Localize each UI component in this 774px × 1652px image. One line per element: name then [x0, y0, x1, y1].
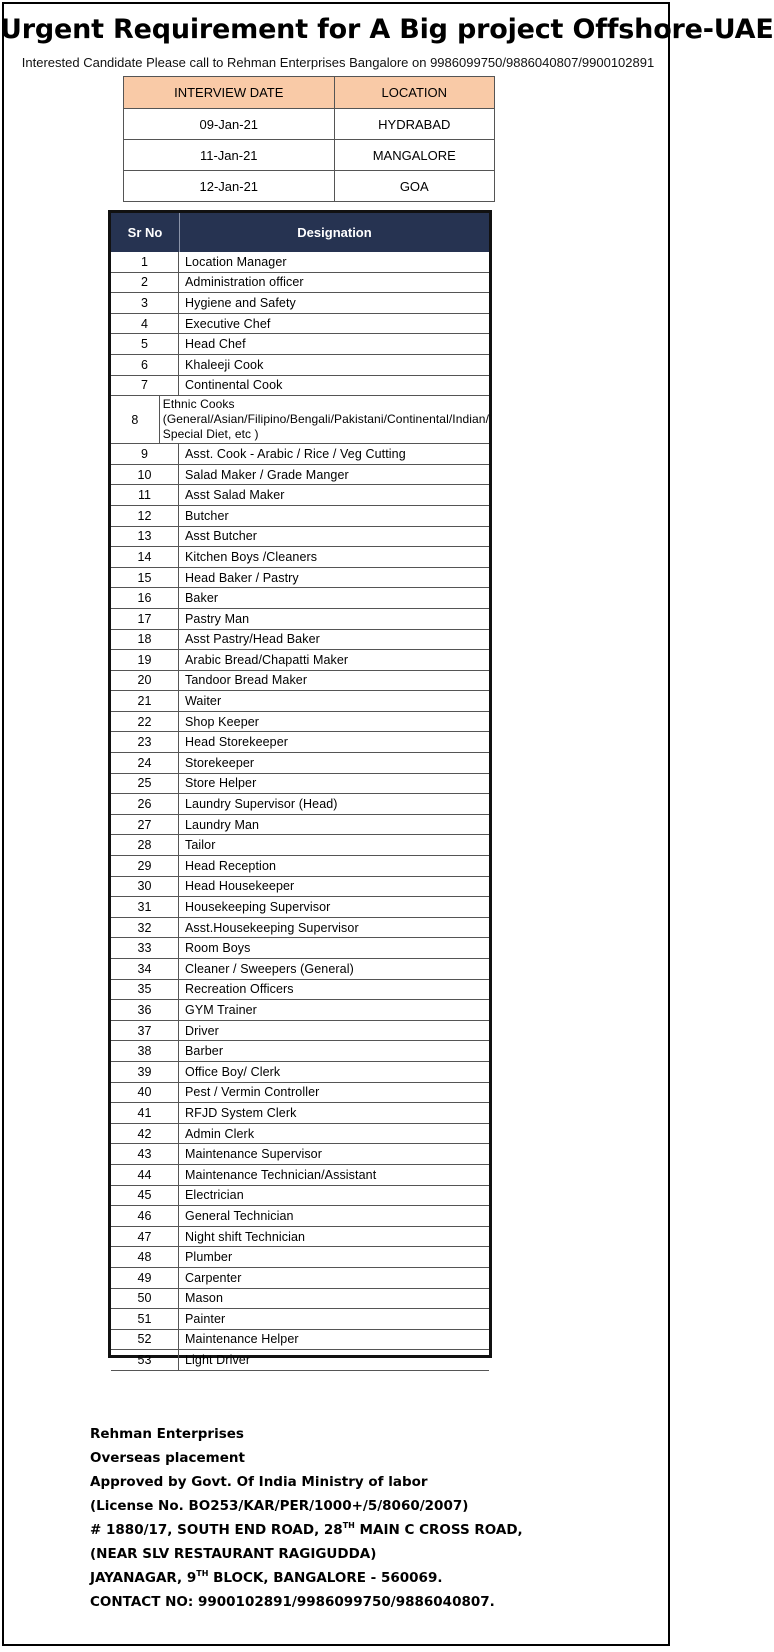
sr-no-cell: 13 — [111, 527, 179, 547]
table-row — [111, 835, 489, 856]
interview-date: 12-Jan-21 — [124, 171, 335, 202]
sr-no-cell: 49 — [111, 1268, 179, 1288]
sr-no-cell: 48 — [111, 1247, 179, 1267]
address-line-2: (NEAR SLV RESTAURANT RAGIGUDDA) — [90, 1546, 377, 1562]
designation-cell: Ethnic Cooks (General/Asian/Filipino/Bengali/Pakistani/Continental/Indian/ Special Diet, etc ) — [162, 397, 490, 442]
designation-cell: Light Driver — [185, 1353, 251, 1368]
company-service: Overseas placement — [90, 1450, 245, 1466]
address-line-1: # 1880/17, SOUTH END ROAD, 28TH MAIN C CROSS ROAD, — [90, 1521, 523, 1538]
interview-location: MANGALORE — [334, 140, 494, 171]
designation-cell: Housekeeping Supervisor — [185, 900, 331, 915]
table-row — [111, 671, 489, 692]
sr-no-cell: 40 — [111, 1083, 179, 1103]
sr-no-cell: 41 — [111, 1103, 179, 1123]
sr-no-cell: 4 — [111, 314, 179, 334]
designation-cell: Kitchen Boys /Cleaners — [185, 549, 318, 564]
table-row — [111, 527, 489, 548]
sr-no-cell: 31 — [111, 897, 179, 917]
interview-date-header: INTERVIEW DATE — [124, 77, 335, 109]
table-row — [111, 1186, 489, 1207]
table-row — [111, 485, 489, 506]
designation-table — [108, 210, 492, 1368]
table-row — [111, 1289, 489, 1310]
designation-cell: Painter — [185, 1311, 226, 1326]
sr-no-cell: 34 — [111, 959, 179, 979]
sr-no-cell: 50 — [111, 1289, 179, 1309]
table-row — [111, 273, 489, 294]
table-row — [111, 877, 489, 898]
table-row — [111, 1165, 489, 1186]
table-row — [111, 588, 489, 609]
approval-text: Approved by Govt. Of India Ministry of labor — [90, 1474, 428, 1490]
sr-no-cell: 24 — [111, 753, 179, 773]
sr-no-cell: 30 — [111, 877, 179, 897]
table-row — [111, 1103, 489, 1124]
table-row — [111, 897, 489, 918]
table-row — [111, 376, 489, 397]
designation-table-header — [111, 213, 489, 252]
table-row — [111, 815, 489, 836]
designation-cell: Administration officer — [185, 275, 304, 290]
designation-cell: RFJD System Clerk — [185, 1105, 297, 1120]
designation-cell: Night shift Technician — [185, 1229, 306, 1244]
table-row — [111, 506, 489, 527]
table-row — [111, 794, 489, 815]
sr-no-cell: 6 — [111, 355, 179, 375]
designation-cell: Admin Clerk — [185, 1126, 255, 1141]
designation-cell: Maintenance Technician/Assistant — [185, 1167, 377, 1182]
table-row — [111, 252, 489, 273]
designation-cell: Store Helper — [185, 776, 257, 791]
designation-cell: Driver — [185, 1023, 219, 1038]
designation-cell: Laundry Supervisor (Head) — [185, 797, 338, 812]
designation-cell: Executive Chef — [185, 316, 271, 331]
table-row — [111, 1083, 489, 1104]
table-row — [111, 938, 489, 959]
table-row — [111, 630, 489, 651]
sr-no-cell: 10 — [111, 465, 179, 485]
designation-cell: Butcher — [185, 508, 229, 523]
table-row — [111, 1247, 489, 1268]
designation-cell: Storekeeper — [185, 755, 255, 770]
sr-no-cell: 52 — [111, 1330, 179, 1350]
designation-cell: Barber — [185, 1044, 224, 1059]
designation-cell: Tailor — [185, 838, 216, 853]
designation-cell: Tandoor Bread Maker — [185, 673, 308, 688]
designation-cell: Pest / Vermin Controller — [185, 1085, 320, 1100]
table-row — [111, 1124, 489, 1145]
designation-cell: Location Manager — [185, 254, 287, 269]
schedule-row — [124, 109, 495, 140]
designation-cell: Plumber — [185, 1250, 233, 1265]
page-title: Urgent Requirement for A Big project Offshore-UAE — [0, 14, 774, 45]
designation-cell: Arabic Bread/Chapatti Maker — [185, 652, 349, 667]
designation-cell: Cleaner / Sweepers (General) — [185, 961, 354, 976]
table-row — [111, 465, 489, 486]
sr-no-cell: 16 — [111, 588, 179, 608]
sr-no-cell: 28 — [111, 835, 179, 855]
sr-no-cell: 21 — [111, 691, 179, 711]
table-row — [111, 691, 489, 712]
designation-cell: Head Storekeeper — [185, 735, 289, 750]
designation-cell: Waiter — [185, 694, 222, 709]
license-text: (License No. BO253/KAR/PER/1000+/5/8060/2007) — [90, 1498, 469, 1514]
sr-no-cell: 51 — [111, 1309, 179, 1329]
sr-no-cell: 36 — [111, 1000, 179, 1020]
table-row — [111, 753, 489, 774]
sr-no-cell: 29 — [111, 856, 179, 876]
sr-no-cell: 9 — [111, 444, 179, 464]
table-row — [111, 1144, 489, 1165]
designation-cell: GYM Trainer — [185, 1002, 257, 1017]
sr-no-cell: 20 — [111, 671, 179, 691]
sr-no-cell: 19 — [111, 650, 179, 670]
designation-cell: Asst Pastry/Head Baker — [185, 632, 320, 647]
interview-location: HYDRABAD — [334, 109, 494, 140]
table-row — [111, 712, 489, 733]
sr-no-cell: 22 — [111, 712, 179, 732]
table-row — [111, 650, 489, 671]
company-footer — [90, 1422, 523, 1614]
designation-cell: Recreation Officers — [185, 982, 294, 997]
designation-cell: Salad Maker / Grade Manger — [185, 467, 349, 482]
designation-cell: Room Boys — [185, 941, 251, 956]
designation-cell: Head Chef — [185, 337, 246, 352]
table-row — [111, 856, 489, 877]
company-name: Rehman Enterprises — [90, 1426, 244, 1442]
interview-schedule-table — [123, 76, 495, 202]
sr-no-cell: 42 — [111, 1124, 179, 1144]
sr-no-cell: 53 — [111, 1350, 179, 1370]
table-row — [111, 396, 489, 444]
sr-no-cell: 7 — [111, 376, 179, 396]
designation-cell: Continental Cook — [185, 378, 283, 393]
designation-cell: Asst Salad Maker — [185, 488, 285, 503]
table-row — [111, 1268, 489, 1289]
table-row — [111, 609, 489, 630]
address-line-3: JAYANAGAR, 9TH BLOCK, BANGALORE - 560069. — [90, 1569, 443, 1586]
sr-no-cell: 18 — [111, 630, 179, 650]
designation-cell: Laundry Man — [185, 817, 260, 832]
designation-cell: Maintenance Supervisor — [185, 1147, 322, 1162]
sr-no-cell: 47 — [111, 1227, 179, 1247]
table-row — [111, 568, 489, 589]
designation-cell: Khaleeji Cook — [185, 357, 264, 372]
schedule-row — [124, 171, 495, 202]
table-row — [111, 1350, 489, 1371]
sr-no-cell: 33 — [111, 938, 179, 958]
designation-cell: Maintenance Helper — [185, 1332, 299, 1347]
table-row — [111, 355, 489, 376]
designation-cell: Office Boy/ Clerk — [185, 1064, 281, 1079]
contact-numbers: CONTACT NO: 9900102891/9986099750/9886040807. — [90, 1594, 495, 1610]
table-row — [111, 732, 489, 753]
sr-no-cell: 46 — [111, 1206, 179, 1226]
sr-no-cell: 23 — [111, 732, 179, 752]
sr-no-cell: 32 — [111, 918, 179, 938]
sr-no-cell: 27 — [111, 815, 179, 835]
table-row — [111, 1000, 489, 1021]
sr-no-cell: 15 — [111, 568, 179, 588]
sr-no-header: Sr No — [127, 225, 163, 240]
location-header: LOCATION — [334, 77, 494, 109]
sr-no-cell: 17 — [111, 609, 179, 629]
table-row — [111, 314, 489, 335]
designation-cell: Baker — [185, 591, 219, 606]
table-row — [111, 1062, 489, 1083]
table-row — [111, 293, 489, 314]
table-row — [111, 1309, 489, 1330]
sr-no-cell: 3 — [111, 293, 179, 313]
sr-no-cell: 37 — [111, 1021, 179, 1041]
sr-no-cell: 25 — [111, 774, 179, 794]
interview-date: 11-Jan-21 — [124, 140, 335, 171]
table-row — [111, 959, 489, 980]
designation-cell: General Technician — [185, 1208, 294, 1223]
interview-location: GOA — [334, 171, 494, 202]
table-row — [111, 918, 489, 939]
table-row — [111, 547, 489, 568]
sr-no-cell: 12 — [111, 506, 179, 526]
designation-cell: Asst.Housekeeping Supervisor — [185, 920, 359, 935]
table-row — [111, 1227, 489, 1248]
designation-cell: Head Housekeeper — [185, 879, 295, 894]
table-row — [111, 444, 489, 465]
contact-subtitle: Interested Candidate Please call to Rehman Enterprises Bangalore on 9986099750/9886040807/9900102891 — [21, 55, 655, 70]
schedule-row — [124, 140, 495, 171]
sr-no-cell: 39 — [111, 1062, 179, 1082]
table-row — [111, 1330, 489, 1351]
sr-no-cell: 14 — [111, 547, 179, 567]
designation-cell: Asst Butcher — [185, 529, 258, 544]
table-row — [111, 334, 489, 355]
designation-cell: Hygiene and Safety — [185, 295, 296, 310]
sr-no-cell: 8 — [111, 396, 160, 443]
sr-no-cell: 1 — [111, 252, 179, 272]
sr-no-cell: 26 — [111, 794, 179, 814]
table-row — [111, 1021, 489, 1042]
table-row — [111, 774, 489, 795]
designation-cell: Shop Keeper — [185, 714, 260, 729]
sr-no-cell: 11 — [111, 485, 179, 505]
designation-cell: Head Reception — [185, 858, 277, 873]
designation-cell: Asst. Cook - Arabic / Rice / Veg Cutting — [185, 446, 406, 461]
sr-no-cell: 35 — [111, 980, 179, 1000]
sr-no-cell: 44 — [111, 1165, 179, 1185]
designation-cell: Pastry Man — [185, 611, 250, 626]
schedule-header-row — [124, 77, 495, 109]
sr-no-cell: 43 — [111, 1144, 179, 1164]
table-row — [111, 1041, 489, 1062]
sr-no-cell: 5 — [111, 334, 179, 354]
designation-cell: Mason — [185, 1291, 224, 1306]
designation-header: Designation — [179, 213, 489, 252]
sr-no-cell: 38 — [111, 1041, 179, 1061]
designation-cell: Head Baker / Pastry — [185, 570, 299, 585]
table-row — [111, 980, 489, 1001]
sr-no-cell: 2 — [111, 273, 179, 293]
designation-cell: Electrician — [185, 1188, 244, 1203]
designation-cell: Carpenter — [185, 1270, 242, 1285]
table-row — [111, 1206, 489, 1227]
interview-date: 09-Jan-21 — [124, 109, 335, 140]
designation-table-body — [111, 252, 489, 1371]
sr-no-cell: 45 — [111, 1186, 179, 1206]
